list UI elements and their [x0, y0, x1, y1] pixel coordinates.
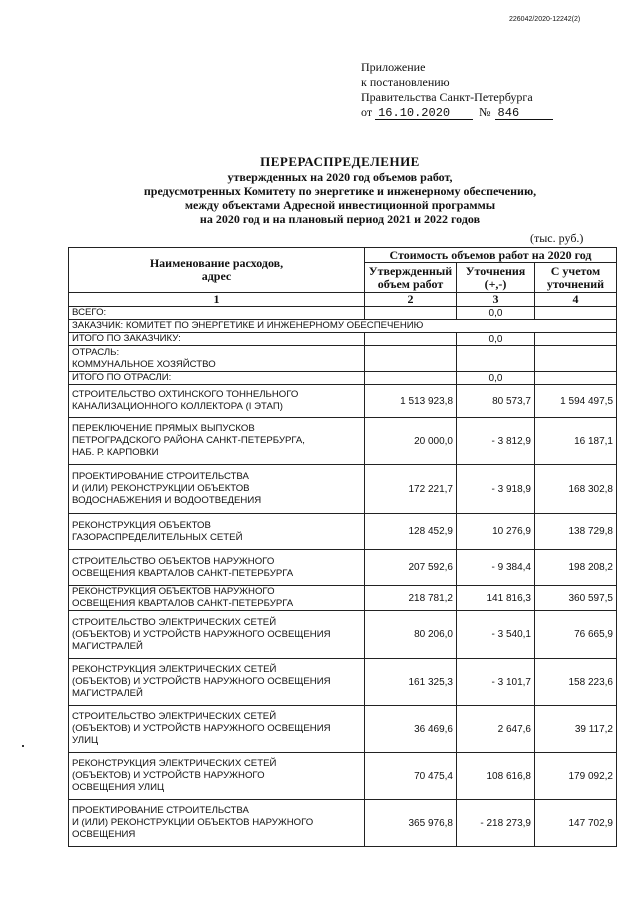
row-name-line: (ОБЪЕКТОВ) И УСТРОЙСТВ НАРУЖНОГО ОСВЕЩЕНИЯ — [72, 723, 331, 734]
row-name — [69, 611, 365, 659]
row-name-line: ОСВЕЩЕНИЯ КВАРТАЛОВ САНКТ-ПЕТЕРБУРГА — [72, 567, 294, 579]
document-id: 226042/2020-12242(2) — [509, 16, 581, 23]
row-change: - 3 918,9 — [457, 465, 535, 514]
sector-label: ОТРАСЛЬ: КОММУНАЛЬНОЕ ХОЗЯЙСТВО — [69, 346, 365, 372]
title-line-1: утвержденных на 2020 год объемов работ, — [227, 170, 453, 184]
row-name-line: ОСВЕЩЕНИЯ — [72, 829, 136, 840]
units-label: (тыс. руб.) — [530, 231, 584, 245]
row-approved: 207 592,6 — [365, 550, 457, 586]
row-change: - 3 540,1 — [457, 611, 535, 659]
row-change: 80 573,7 — [457, 385, 535, 418]
row-change: - 3 101,7 — [457, 659, 535, 706]
row-name-line: И (ИЛИ) РЕКОНСТРУКЦИИ ОБЪЕКТОВ — [72, 483, 250, 494]
table-row — [69, 706, 617, 753]
row-result: 179 092,2 — [535, 753, 617, 800]
row-name-line: ГАЗОРАСПРЕДЕЛИТЕЛЬНЫХ СЕТЕЙ — [72, 531, 243, 543]
empty-cell — [535, 333, 617, 346]
row-name-line: И (ИЛИ) РЕКОНСТРУКЦИИ ОБЪЕКТОВ НАРУЖНОГО — [72, 817, 314, 828]
customer-total-change: 0,0 — [457, 333, 535, 346]
row-name-line: ПРОЕКТИРОВАНИЕ СТРОИТЕЛЬСТВА — [72, 805, 249, 816]
sector-total-change: 0,0 — [457, 372, 535, 385]
row-result: 158 223,6 — [535, 659, 617, 706]
appendix-line-1: Приложение — [361, 60, 426, 74]
row-approved: 172 221,7 — [365, 465, 457, 514]
row-result: 16 187,1 — [535, 418, 617, 465]
table-row — [69, 753, 617, 800]
row-result: 76 665,9 — [535, 611, 617, 659]
table-row — [69, 659, 617, 706]
row-change: - 3 812,9 — [457, 418, 535, 465]
appendix-line-2: к постановлению — [361, 75, 450, 89]
customer-label: ЗАКАЗЧИК: КОМИТЕТ ПО ЭНЕРГЕТИКЕ И ИНЖЕНЕРНОМУ ОБЕСПЕЧЕНИЮ — [69, 320, 617, 333]
title-line-2: предусмотренных Комитету по энергетике и инженерному обеспечению, — [143, 184, 537, 198]
total-row — [69, 307, 617, 320]
row-name-line: РЕКОНСТРУКЦИЯ ЭЛЕКТРИЧЕСКИХ СЕТЕЙ — [72, 758, 277, 769]
row-result: 168 302,8 — [535, 465, 617, 514]
index-row — [69, 293, 617, 307]
sector-row — [69, 346, 617, 372]
row-approved: 1 513 923,8 — [365, 385, 457, 418]
redistribution-table — [68, 247, 617, 847]
row-name-line: ПЕТРОГРАДСКОГО РАЙОНА САНКТ-ПЕТЕРБУРГА, — [72, 435, 305, 446]
header-result: С учетом уточнений — [535, 263, 617, 293]
row-name — [69, 514, 365, 550]
row-change: 10 276,9 — [457, 514, 535, 550]
row-result: 1 594 497,5 — [535, 385, 617, 418]
row-approved: 128 452,9 — [365, 514, 457, 550]
header-approved: Утвержденный объем работ — [365, 263, 457, 293]
customer-total-label: ИТОГО ПО ЗАКАЗЧИКУ: — [69, 333, 365, 346]
row-name-line: МАГИСТРАЛЕЙ — [72, 688, 143, 699]
appendix-block — [361, 60, 553, 120]
table-row — [69, 418, 617, 465]
empty-cell — [535, 307, 617, 320]
title-heading: ПЕРЕРАСПРЕДЕЛЕНИЕ — [260, 154, 420, 169]
table-row — [69, 465, 617, 514]
row-name — [69, 418, 365, 465]
header-change: Уточнения (+,-) — [457, 263, 535, 293]
index-cell: 4 — [535, 293, 617, 307]
row-result: 138 729,8 — [535, 514, 617, 550]
row-name-line: РЕКОНСТРУКЦИЯ ЭЛЕКТРИЧЕСКИХ СЕТЕЙ — [72, 664, 277, 675]
empty-cell — [365, 346, 457, 372]
index-cell: 1 — [69, 293, 365, 307]
index-cell: 3 — [457, 293, 535, 307]
table-row — [69, 611, 617, 659]
table-row — [69, 514, 617, 550]
row-name-line: СТРОИТЕЛЬСТВО ЭЛЕКТРИЧЕСКИХ СЕТЕЙ — [72, 711, 277, 722]
row-name — [69, 800, 365, 847]
row-name — [69, 586, 365, 611]
from-label: от — [361, 105, 373, 119]
row-name — [69, 465, 365, 514]
row-name — [69, 550, 365, 586]
row-name-line: КАНАЛИЗАЦИОННОГО КОЛЛЕКТОРА (I ЭТАП) — [72, 401, 283, 412]
empty-cell — [535, 372, 617, 385]
row-change: - 9 384,4 — [457, 550, 535, 586]
row-name — [69, 753, 365, 800]
empty-cell — [365, 372, 457, 385]
resolution-date: 16.10.2020 — [375, 107, 473, 120]
row-approved: 20 000,0 — [365, 418, 457, 465]
row-name-line: (ОБЪЕКТОВ) И УСТРОЙСТВ НАРУЖНОГО ОСВЕЩЕНИЯ — [72, 628, 331, 640]
table-row — [69, 800, 617, 847]
row-name — [69, 659, 365, 706]
row-change: 108 616,8 — [457, 753, 535, 800]
row-name-line: ПЕРЕКЛЮЧЕНИЕ ПРЯМЫХ ВЫПУСКОВ — [72, 423, 255, 434]
title-line-4: на 2020 год и на плановый период 2021 и 2022 годов — [199, 212, 481, 226]
row-name-line: МАГИСТРАЛЕЙ — [72, 640, 143, 652]
row-name-line: (ОБЪЕКТОВ) И УСТРОЙСТВ НАРУЖНОГО — [72, 770, 265, 781]
row-approved: 161 325,3 — [365, 659, 457, 706]
row-approved: 218 781,2 — [365, 586, 457, 611]
row-name-line: ВОДОСНАБЖЕНИЯ И ВОДООТВЕДЕНИЯ — [72, 495, 262, 506]
appendix-date-line — [361, 105, 553, 120]
appendix-line-3: Правительства Санкт-Петербурга — [361, 90, 533, 104]
sector-total-label: ИТОГО ПО ОТРАСЛИ: — [69, 372, 365, 385]
row-change: - 218 273,9 — [457, 800, 535, 847]
header-cost-group: Стоимость объемов работ на 2020 год — [365, 248, 617, 263]
title-line-3: между объектами Адресной инвестиционной программы — [184, 198, 496, 212]
row-change: 141 816,3 — [457, 586, 535, 611]
sector-total-row — [69, 372, 617, 385]
number-sign: № — [479, 105, 491, 119]
total-change: 0,0 — [457, 307, 535, 320]
empty-cell — [457, 346, 535, 372]
resolution-number: 846 — [495, 107, 553, 120]
row-name-line: РЕКОНСТРУКЦИЯ ОБЪЕКТОВ НАРУЖНОГО — [72, 586, 275, 597]
row-approved: 365 976,8 — [365, 800, 457, 847]
row-result: 147 702,9 — [535, 800, 617, 847]
index-cell: 2 — [365, 293, 457, 307]
document-title — [60, 154, 620, 226]
table-row — [69, 550, 617, 586]
empty-cell — [365, 333, 457, 346]
customer-row — [69, 320, 617, 333]
row-result: 360 597,5 — [535, 586, 617, 611]
table-row — [69, 385, 617, 418]
margin-mark — [22, 745, 24, 747]
row-name-line: РЕКОНСТРУКЦИЯ ОБЪЕКТОВ — [72, 519, 211, 531]
row-name-line: НАБ. Р. КАРПОВКИ — [72, 447, 159, 458]
total-label: ВСЕГО: — [69, 307, 365, 320]
row-name-line: ПРОЕКТИРОВАНИЕ СТРОИТЕЛЬСТВА — [72, 471, 249, 482]
row-approved: 36 469,6 — [365, 706, 457, 753]
row-name-line: ОСВЕЩЕНИЯ УЛИЦ — [72, 782, 165, 793]
header-name: Наименование расходов, адрес — [69, 248, 365, 293]
row-name-line: СТРОИТЕЛЬСТВО ОХТИНСКОГО ТОННЕЛЬНОГО — [72, 389, 299, 400]
row-name-line: УЛИЦ — [72, 735, 99, 746]
empty-cell — [535, 346, 617, 372]
row-name — [69, 706, 365, 753]
row-name-line: ОСВЕЩЕНИЯ КВАРТАЛОВ САНКТ-ПЕТЕРБУРГА — [72, 598, 294, 609]
row-name — [69, 385, 365, 418]
customer-total-row — [69, 333, 617, 346]
empty-cell — [365, 307, 457, 320]
row-change: 2 647,6 — [457, 706, 535, 753]
row-name-line: СТРОИТЕЛЬСТВО ЭЛЕКТРИЧЕСКИХ СЕТЕЙ — [72, 616, 277, 628]
row-approved: 70 475,4 — [365, 753, 457, 800]
row-result: 39 117,2 — [535, 706, 617, 753]
row-result: 198 208,2 — [535, 550, 617, 586]
row-name-line: (ОБЪЕКТОВ) И УСТРОЙСТВ НАРУЖНОГО ОСВЕЩЕНИЯ — [72, 676, 331, 687]
header-row-1 — [69, 248, 617, 263]
row-approved: 80 206,0 — [365, 611, 457, 659]
table-row — [69, 586, 617, 611]
row-name-line: СТРОИТЕЛЬСТВО ОБЪЕКТОВ НАРУЖНОГО — [72, 555, 275, 567]
